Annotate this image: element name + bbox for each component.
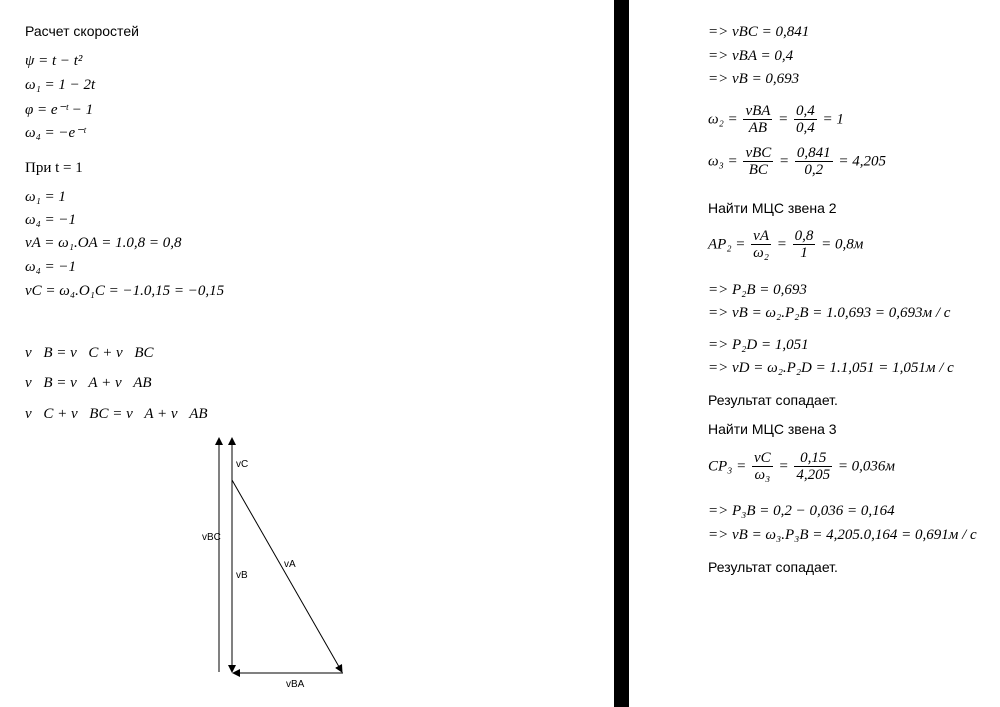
AP2-lhs: AP₂ =: [708, 236, 746, 253]
phi-equation: φ = e⁻ᵗ − 1: [25, 102, 94, 118]
vB-link2-result: => vB = ω₂.P₂B = 1.0,693 = 0,693м / с: [708, 305, 951, 321]
omega2-lhs: ω₂ =: [708, 111, 738, 128]
link2-heading: Найти МЦС звена 2: [708, 200, 837, 216]
omega2-num2: 0,4: [796, 103, 815, 119]
vBA-label: vBA: [286, 679, 305, 690]
omega2-num1: vBA: [745, 103, 771, 119]
AP2-num1: vA: [753, 228, 769, 244]
vector-equation-1: v⃗B = v⃗C + v⃗BC: [25, 345, 154, 361]
omega1-equation: ω₁ = 1 − 2t: [25, 77, 96, 93]
vBA-result: => vBA = 0,4: [708, 48, 794, 64]
omega2-den2: 0,4: [796, 120, 815, 136]
CP3-fraction: CP₃ = $\frac{vC}{\text{ω₃}}$ = $\frac{0,15}{4,205}$ = 0,036м: [708, 450, 896, 483]
vB-link3-result: => vB = ω₃.P₃B = 4,205.0,164 = 0,691м / с: [708, 527, 977, 543]
omega4-value: ω₄ = −1: [25, 212, 77, 228]
P2D-result: => P₂D = 1,051: [708, 337, 809, 353]
velocity-diagram: [195, 430, 365, 705]
page-divider: [614, 0, 629, 707]
psi-equation: ψ = t − t²: [25, 53, 83, 69]
omega3-lhs: ω₃ =: [708, 153, 738, 170]
vector-equation-2: v⃗B = v⃗A + v⃗AB: [25, 375, 152, 391]
omega4-value-repeat: ω₄ = −1: [25, 259, 77, 275]
vector-equation-3: v⃗C + v⃗BC = v⃗A + v⃗AB: [25, 406, 208, 422]
vD-result: => vD = ω₂.P₂D = 1.1,051 = 1,051м / с: [708, 360, 954, 376]
CP3-den1: ω₃: [754, 467, 771, 483]
vA-label: vA: [284, 559, 296, 570]
AP2-den2: 1: [800, 245, 808, 261]
section-title: Расчет скоростей: [25, 23, 139, 39]
CP3-lhs: CP₃ =: [708, 458, 747, 475]
CP3-num1: vC: [754, 450, 771, 466]
vB-label: vB: [236, 570, 248, 581]
vB-result: => vB = 0,693: [708, 71, 800, 87]
omega3-num1: vBC: [745, 145, 772, 161]
CP3-rhs: = 0,036м: [837, 458, 896, 475]
omega1-value: ω₁ = 1: [25, 189, 66, 205]
result-match-2: Результат сопадает.: [708, 559, 838, 575]
P3B-result: => P₃B = 0,2 − 0,036 = 0,164: [708, 503, 895, 519]
P2B-result: => P₂B = 0,693: [708, 282, 807, 298]
vA-value: vA = ω₁.OA = 1.0,8 = 0,8: [25, 235, 182, 251]
vC-label: vC: [236, 459, 249, 470]
vC-value: vC = ω₄.O₁C = −1.0,15 = −0,15: [25, 283, 225, 299]
vA-vector: [232, 480, 342, 672]
omega4-equation: ω₄ = −e⁻ᵗ: [25, 125, 86, 141]
omega2-rhs: = 1: [822, 111, 844, 128]
right-page: [629, 0, 1000, 707]
at-time-label: При t = 1: [25, 160, 83, 176]
link3-heading: Найти МЦС звена 3: [708, 421, 837, 437]
omega2-fraction: ω₂ = $\frac{\text{vBA}}{AB}$ = $\frac{0,4}{0,4}$ = 1: [708, 103, 844, 136]
CP3-num2: 0,15: [794, 450, 832, 467]
omega2-den1: AB: [748, 120, 768, 136]
AP2-rhs: = 0,8м: [821, 236, 864, 253]
vBC-result: => vBC = 0,841: [708, 24, 810, 40]
AP2-fraction: AP₂ = $\frac{vA}{\text{ω₂}}$ = $\frac{0,8}{1}$ = 0,8м: [708, 228, 864, 261]
omega3-fraction: ω₃ = $\frac{\text{vBC}}{BC}$ = $\frac{0,841}{0,2}$ = 4,205: [708, 145, 887, 178]
omega3-num2: 0,841: [796, 145, 831, 161]
result-match-1: Результат сопадает.: [708, 392, 838, 408]
vBC-label: vBC: [202, 532, 221, 543]
CP3-den2: 4,205: [796, 467, 831, 483]
omega3-rhs: = 4,205: [838, 153, 887, 170]
omega3-den2: 0,2: [804, 162, 824, 178]
AP2-num2: 0,8: [794, 228, 814, 244]
omega3-den1: BC: [748, 162, 768, 178]
AP2-den1: ω₂: [753, 245, 769, 261]
